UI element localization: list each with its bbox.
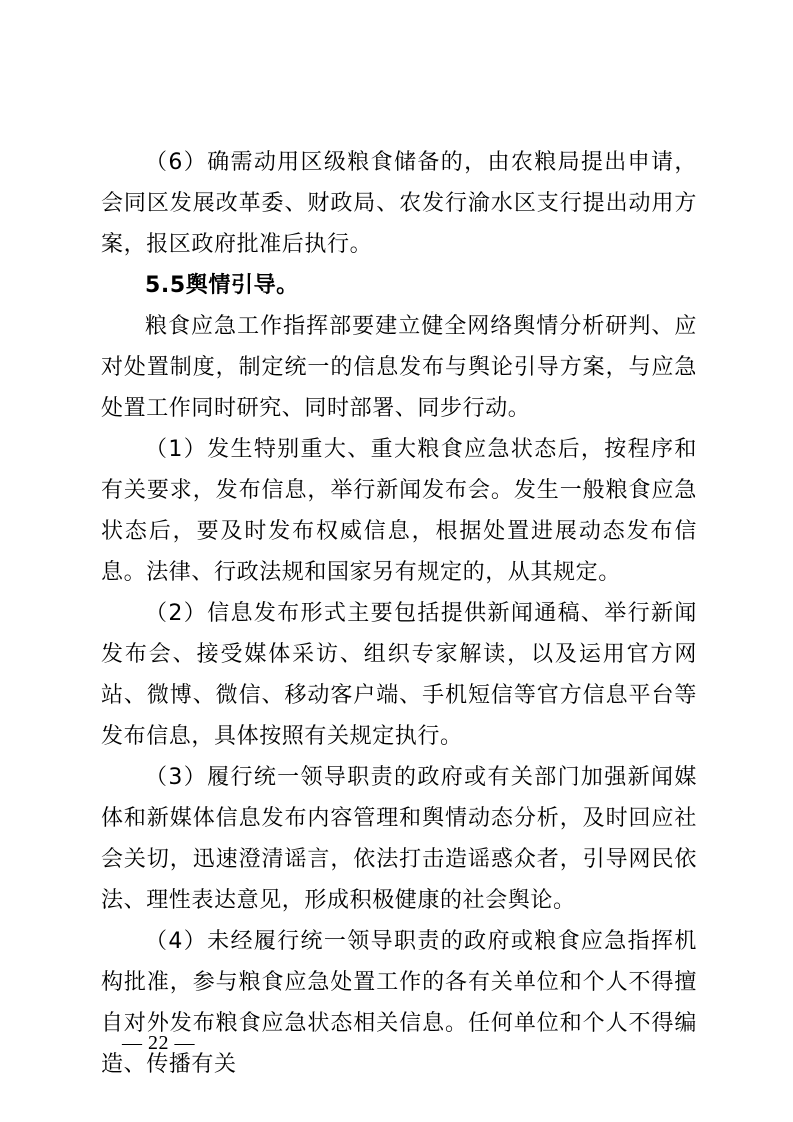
paragraph-reserve-release: （6）确需动用区级粮食储备的，由农粮局提出申请，会同区发展改革委、财政局、农发行渝水区支行提出动用方案，报区政府批准后执行。 [101, 150, 697, 257]
paragraph-opinion-intro: 粮食应急工作指挥部要建立健全网络舆情分析研判、应对处置制度，制定统一的信息发布与舆论引导方案，与应急处置工作同时研究、同时部署、同步行动。 [101, 314, 697, 421]
section-heading-public-opinion: 5.5舆情引导。 [145, 273, 299, 298]
paragraph-item-1: （1）发生特别重大、重大粮食应急状态后，按程序和有关要求，发布信息，举行新闻发布会。发生一般粮食应急状态后，要及时发布权威信息，根据处置进展动态发布信息。法律、行政法规和国家另有规定的，从其规定。 [101, 437, 697, 585]
paragraph-item-4: （4）未经履行统一领导职责的政府或粮食应急指挥机构批准，参与粮食应急处置工作的各有关单位和个人不得擅自对外发布粮食应急状态相关信息。任何单位和个人不得编造、传播有关 [101, 929, 697, 1077]
page-number: — 22 — [122, 1032, 195, 1054]
paragraph-item-2: （2）信息发布形式主要包括提供新闻通稿、举行新闻发布会、接受媒体采访、组织专家解读，以及运用官方网站、微博、微信、移动客户端、手机短信等官方信息平台等发布信息，具体按照有关规定执行。 [101, 601, 697, 749]
document-body [101, 142, 697, 1085]
paragraph-item-3: （3）履行统一领导职责的政府或有关部门加强新闻媒体和新媒体信息发布内容管理和舆情动态分析，及时回应社会关切，迅速澄清谣言，依法打击造谣惑众者，引导网民依法、理性表达意见，形成积极健康的社会舆论。 [101, 765, 697, 913]
